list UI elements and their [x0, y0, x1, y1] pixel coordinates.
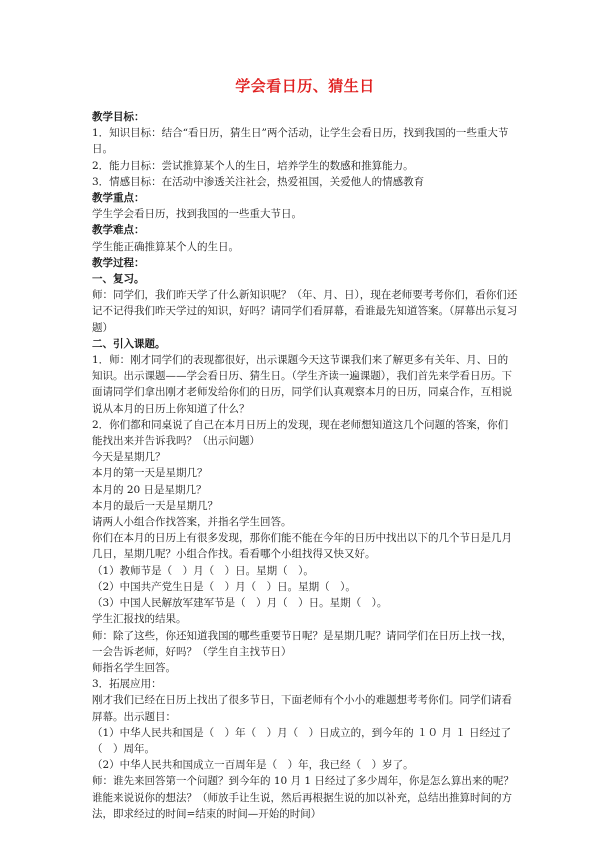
- paragraph-line: （1）教师节是（ ）月（ ）日。星期（ ）。: [92, 564, 314, 577]
- paragraph-line: （2）中华人民共和国成立一百周年是（ ）年，我已经（ ）岁了。: [92, 759, 414, 772]
- section-heading: 一、复习。: [92, 273, 145, 286]
- paragraph-line: 师指名学生回答。: [92, 661, 176, 674]
- paragraph-line: 3．情感目标：在活动中渗透关注社会，热爱祖国，关爱他人的情感教育: [92, 175, 425, 188]
- paragraph-line: 你们在本月的日历上有很多发现，那你们能不能在今年的日历中找出以下的几个节日是几月几日，星期几呢？小组合作找。看看哪个小组找得又快又好。: [92, 532, 512, 561]
- paragraph-line: 学生能正确推算某个人的生日。: [92, 240, 239, 253]
- paragraph-line: 刚才我们已经在日历上找出了很多节日，下面老师有个小小的难题想考考你们。同学们请看屏幕。出示题目：: [92, 694, 512, 723]
- paragraph-line: 本月的 20 日是星期几？: [92, 483, 207, 496]
- paragraph-line: 师：除了这些，你还知道我国的哪些重要节日呢？是星期几呢？请同学们在日历上找一找，一会告诉老师，好吗？（学生自主找节日）: [92, 629, 512, 658]
- paragraph-line: 请两人小组合作找答案，并指名学生回答。: [92, 516, 292, 529]
- paragraph-line: 1．知识目标：结合“看日历，猜生日”两个活动，让学生会看日历，找到我国的一些重大节日。: [92, 127, 509, 156]
- paragraph-line: （1）中华人民共和国是（ ）年（ ）月（ ）日成立的，到今年的 １０ 月 １ 日经过了（ ）周年。: [92, 726, 512, 755]
- section-heading: 教学目标：: [92, 111, 145, 123]
- paragraph-line: 今天是星期几？: [92, 451, 166, 464]
- paragraph-line: （3）中国人民解放军建军节是（ ）月（ ）日。星期（ ）。: [92, 597, 388, 610]
- document-body: [92, 109, 518, 822]
- paragraph-line: 师：同学们，我们昨天学了什么新知识呢？（年、月、日），现在老师要考考你们，看你们还记不记得我们昨天学过的知识，好吗？请同学们看屏幕，看谁最先知道答案。（屏幕出示复习题）: [92, 289, 518, 334]
- paragraph-line: （2）中国共产党生日是（ ）月（ ）日。星期（ ）。: [92, 580, 356, 593]
- section-heading: 二、引入课题。: [92, 337, 166, 350]
- paragraph-line: 学生学会看日历，找到我国的一些重大节日。: [92, 208, 302, 221]
- paragraph-line: 3．拓展应用：: [92, 678, 162, 691]
- section-heading: 教学过程：: [92, 256, 145, 269]
- document-title: 学会看日历、猜生日: [235, 77, 375, 95]
- paragraph-line: 1．师：刚才同学们的表现都很好，出示课题今天这节课我们来了解更多有关年、月、日的知识。出示课题——学会看日历、猜生日。（学生齐读一遍课题），我们首先来学看日历。下面请同学们拿出刚才老师发给你们的日历，同学们认真观察本月的日历，同桌合作，互相说说从本月的日历上你知道了什么？: [92, 354, 512, 415]
- section-heading: 教学难点：: [92, 224, 145, 237]
- paragraph-line: 学生汇报找的结果。: [92, 613, 187, 626]
- section-heading: 教学重点：: [92, 192, 145, 205]
- paragraph-line: 本月的第一天是星期几？: [92, 467, 208, 480]
- paragraph-line: 本月的最后一天是星期几？: [92, 499, 218, 512]
- paragraph-line: 2．能力目标：尝试推算某个人的生日，培养学生的数感和推算能力。: [92, 159, 414, 172]
- paragraph-line: 2．你们都和同桌说了自己在本月日历上的发现，现在老师想知道这几个问题的答案，你们能找出来并告诉我吗？（出示问题）: [92, 418, 509, 448]
- paragraph-line: 师：谁先来回答第一个问题？到今年的 10 月 1 日经过了多少周年，你是怎么算出来的呢？谁能来说说你的想法？（师放手让生说，然后再根据生说的加以补充，总结出推算时间的方法，即求经过的时间=结束的时间—开始的时间）: [92, 775, 514, 820]
